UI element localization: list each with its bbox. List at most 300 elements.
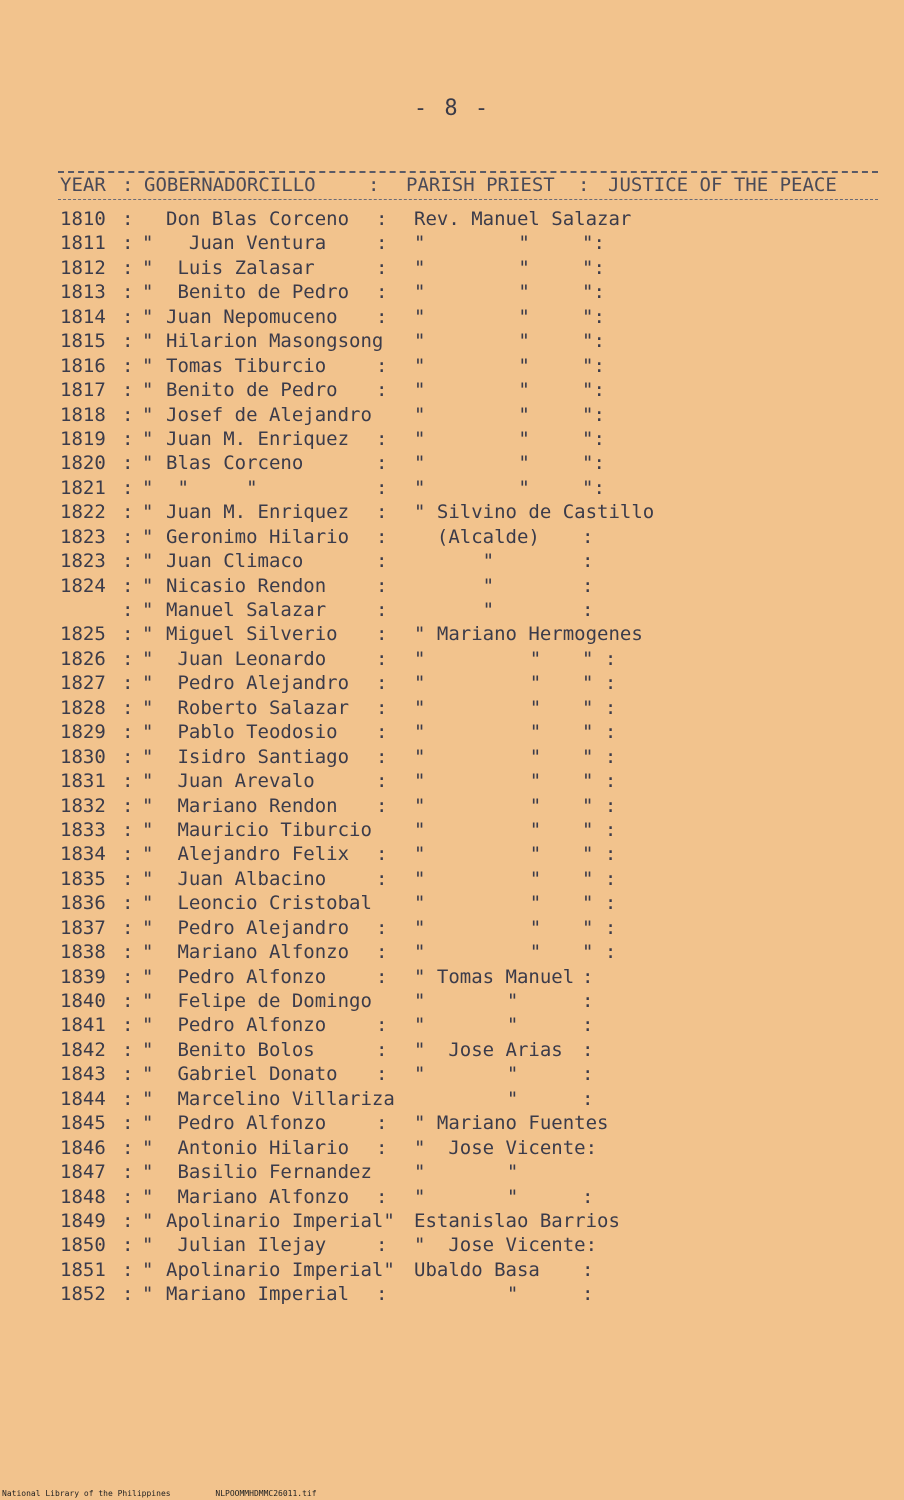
- row-year: 1822: [60, 501, 106, 524]
- row-gobernadorcillo: Juan M. Enriquez: [166, 427, 350, 450]
- table-row: [0, 599, 904, 623]
- table-row: [0, 697, 904, 721]
- row-justice-ditto: ": [484, 427, 530, 450]
- row-parish-priest: ": [414, 330, 426, 353]
- row-separator: :: [376, 599, 388, 621]
- row-year: 1845: [60, 1112, 106, 1135]
- row-separator: :: [122, 647, 134, 670]
- row-year: 1844: [60, 1087, 106, 1110]
- row-parish-priest: ": [414, 770, 426, 793]
- table-header: [58, 174, 878, 198]
- row-separator: :: [376, 721, 388, 744]
- row-tail-mark: ":: [582, 232, 605, 255]
- row-separator: :: [122, 818, 134, 841]
- row-ditto-mark: ": [142, 990, 154, 1012]
- row-separator: :: [122, 550, 134, 573]
- row-year: 1819: [60, 427, 106, 450]
- table-row: [0, 306, 904, 330]
- row-justice-ditto: ": [484, 452, 530, 475]
- row-ditto-mark: ": [142, 672, 154, 695]
- row-ditto-mark: ": [142, 476, 154, 499]
- table-row: [0, 379, 904, 403]
- row-year: 1834: [60, 843, 106, 866]
- row-separator: :: [122, 1258, 134, 1281]
- row-gobernadorcillo: Pablo Teodosio: [166, 721, 338, 744]
- row-separator: :: [122, 1209, 134, 1232]
- row-separator: :: [376, 770, 388, 793]
- row-ditto-mark: ": [142, 794, 154, 817]
- table-row: [0, 770, 904, 794]
- row-gobernadorcillo: Benito de Pedro: [166, 281, 350, 304]
- row-separator: :: [122, 672, 134, 695]
- row-ditto-mark: ": [142, 1087, 154, 1110]
- table-row: [0, 281, 904, 305]
- row-tail-mark: ":: [582, 256, 605, 279]
- row-parish-priest: ": [414, 1063, 426, 1086]
- table-row: [0, 404, 904, 428]
- row-separator: :: [376, 623, 388, 646]
- row-parish-priest: ": [414, 574, 495, 597]
- row-parish-priest: " Jose Vicente:: [414, 1234, 598, 1257]
- row-separator: :: [376, 354, 388, 377]
- row-separator: :: [122, 574, 134, 597]
- table-row: [0, 501, 904, 525]
- row-justice-ditto: ": [484, 721, 542, 744]
- row-year: 1830: [60, 745, 106, 768]
- table-row: [0, 1259, 904, 1283]
- row-separator: :: [376, 843, 388, 866]
- row-separator: :: [122, 1038, 134, 1061]
- row-separator: :: [376, 1063, 388, 1086]
- row-parish-priest: ": [414, 647, 426, 670]
- row-year: 1836: [60, 892, 106, 915]
- row-ditto-mark: ": [142, 525, 154, 548]
- row-justice-ditto: ": [484, 256, 530, 279]
- row-parish-priest: ": [414, 818, 426, 841]
- row-parish-priest: ": [414, 916, 426, 939]
- row-justice-ditto: ": [484, 1161, 519, 1184]
- row-year: 1828: [60, 696, 106, 719]
- row-gobernadorcillo: Apolinario Imperial": [166, 1258, 395, 1281]
- table-row: [0, 1186, 904, 1210]
- row-ditto-mark: ": [142, 916, 154, 939]
- row-tail-mark: ":: [582, 476, 605, 499]
- row-justice-ditto: ": [484, 354, 530, 377]
- row-justice-ditto: ": [484, 843, 542, 866]
- row-separator: :: [376, 1234, 388, 1257]
- row-justice-ditto: ": [484, 281, 530, 304]
- row-gobernadorcillo: Geronimo Hilario: [166, 525, 350, 548]
- row-tail-mark: :: [582, 1087, 594, 1110]
- row-tail-mark: " :: [582, 843, 617, 866]
- row-year: 1811: [60, 232, 106, 255]
- row-separator: :: [122, 452, 134, 475]
- table-row: [0, 623, 904, 647]
- row-parish-priest: ": [414, 990, 426, 1012]
- row-year: 1833: [60, 818, 106, 841]
- row-justice-ditto: ": [484, 305, 530, 328]
- row-justice-ditto: ": [484, 647, 542, 670]
- row-separator: :: [122, 403, 134, 426]
- row-separator: :: [122, 501, 134, 524]
- row-justice-ditto: ": [484, 892, 542, 915]
- table-row: [0, 892, 904, 916]
- row-separator: :: [122, 892, 134, 915]
- row-separator: :: [122, 1087, 134, 1110]
- row-parish-priest: ": [414, 721, 426, 744]
- row-tail-mark: " :: [582, 941, 617, 964]
- row-separator: :: [376, 427, 388, 450]
- row-separator: :: [122, 330, 134, 353]
- row-ditto-mark: ": [142, 1185, 154, 1208]
- row-separator: :: [122, 232, 134, 255]
- row-separator: :: [376, 794, 388, 817]
- row-gobernadorcillo: Juan Albacino: [166, 867, 327, 890]
- row-gobernadorcillo: Gabriel Donato: [166, 1063, 338, 1086]
- row-year: 1810: [60, 208, 106, 230]
- row-parish-priest: Rev. Manuel Salazar: [414, 208, 632, 230]
- row-tail-mark: :: [582, 1014, 594, 1037]
- row-separator: :: [376, 672, 388, 695]
- row-separator: :: [122, 623, 134, 646]
- row-gobernadorcillo: Apolinario Imperial": [166, 1209, 395, 1232]
- header-top-rule: [58, 171, 878, 173]
- row-separator: :: [376, 550, 388, 573]
- row-separator: :: [122, 476, 134, 499]
- row-separator: :: [122, 427, 134, 450]
- row-separator: :: [376, 525, 388, 548]
- row-parish-priest: ": [414, 672, 426, 695]
- table-row: [0, 428, 904, 452]
- row-gobernadorcillo: Pedro Alfonzo: [166, 1014, 327, 1037]
- row-parish-priest: ": [414, 379, 426, 402]
- row-gobernadorcillo: Basilio Fernandez: [166, 1161, 372, 1184]
- row-justice-ditto: ": [484, 476, 530, 499]
- row-separator: :: [376, 867, 388, 890]
- row-gobernadorcillo: Pedro Alejandro: [166, 916, 350, 939]
- row-ditto-mark: ": [142, 1161, 154, 1184]
- row-tail-mark: ":: [582, 330, 605, 353]
- row-year: 1832: [60, 794, 106, 817]
- row-year: 1827: [60, 672, 106, 695]
- table-row: [0, 1112, 904, 1136]
- table-row: [0, 1283, 904, 1307]
- row-year: 1816: [60, 354, 106, 377]
- table-row: [0, 672, 904, 696]
- row-year: 1847: [60, 1161, 106, 1184]
- row-separator: :: [376, 476, 388, 499]
- row-tail-mark: :: [582, 599, 594, 621]
- row-gobernadorcillo: Don Blas Corceno: [166, 208, 350, 230]
- row-ditto-mark: ": [142, 599, 154, 621]
- row-ditto-mark: ": [142, 623, 154, 646]
- scan-footer: [2, 1489, 357, 1498]
- row-justice-ditto: ": [484, 990, 519, 1012]
- row-year: 1825: [60, 623, 106, 646]
- row-separator: :: [376, 1112, 388, 1135]
- row-ditto-mark: ": [142, 647, 154, 670]
- row-separator: :: [376, 1014, 388, 1037]
- row-separator: :: [122, 745, 134, 768]
- row-year: 1841: [60, 1014, 106, 1037]
- row-separator: :: [122, 941, 134, 964]
- row-justice-ditto: ": [484, 403, 530, 426]
- row-justice-ditto: ": [484, 672, 542, 695]
- row-gobernadorcillo: Juan Climaco: [166, 550, 304, 573]
- table-row: [0, 550, 904, 574]
- row-ditto-mark: ": [142, 574, 154, 597]
- row-parish-priest: ": [414, 452, 426, 475]
- row-ditto-mark: ": [142, 330, 154, 353]
- row-tail-mark: " :: [582, 696, 617, 719]
- table-row: [0, 526, 904, 550]
- row-separator: :: [122, 256, 134, 279]
- row-tail-mark: " :: [582, 867, 617, 890]
- table-row: [0, 990, 904, 1014]
- row-separator: :: [376, 941, 388, 964]
- row-tail-mark: " :: [582, 794, 617, 817]
- row-tail-mark: ":: [582, 427, 605, 450]
- row-separator: :: [122, 990, 134, 1012]
- row-parish-priest: Ubaldo Basa: [414, 1258, 540, 1281]
- row-tail-mark: ":: [582, 281, 605, 304]
- row-parish-priest: " Mariano Fuentes: [414, 1112, 609, 1135]
- row-parish-priest: ": [414, 354, 426, 377]
- header-separator: :: [122, 174, 134, 196]
- row-justice-ditto: ": [484, 867, 542, 890]
- row-separator: :: [122, 1234, 134, 1257]
- row-parish-priest: ": [414, 305, 426, 328]
- row-ditto-mark: ": [142, 1014, 154, 1037]
- row-tail-mark: :: [582, 574, 594, 597]
- row-ditto-mark: ": [142, 452, 154, 475]
- row-ditto-mark: ": [142, 867, 154, 890]
- row-gobernadorcillo: Juan Nepomuceno: [166, 305, 338, 328]
- row-year: 1835: [60, 867, 106, 890]
- row-year: 1848: [60, 1185, 106, 1208]
- row-parish-priest: ": [414, 696, 426, 719]
- table-body: [0, 208, 904, 1308]
- row-separator: :: [376, 305, 388, 328]
- row-separator: :: [376, 281, 388, 304]
- table-row: [0, 355, 904, 379]
- table-row: [0, 1039, 904, 1063]
- row-ditto-mark: ": [142, 427, 154, 450]
- row-parish-priest: Estanislao Barrios: [414, 1209, 620, 1232]
- row-justice-ditto: ": [484, 745, 542, 768]
- row-parish-priest: ": [414, 1161, 426, 1184]
- row-tail-mark: :: [582, 1038, 594, 1061]
- header-year: YEAR: [60, 174, 106, 196]
- row-year: 1818: [60, 403, 106, 426]
- row-gobernadorcillo: Hilarion Masongsong: [166, 330, 384, 353]
- table-row: [0, 1161, 904, 1185]
- row-separator: :: [376, 452, 388, 475]
- row-year: 1846: [60, 1136, 106, 1159]
- row-gobernadorcillo: Blas Corceno: [166, 452, 304, 475]
- row-gobernadorcillo: Felipe de Domingo: [166, 990, 372, 1012]
- row-year: 1850: [60, 1234, 106, 1257]
- row-tail-mark: ":: [582, 305, 605, 328]
- row-parish-priest: ": [414, 427, 426, 450]
- row-gobernadorcillo: Mariano Alfonzo: [166, 941, 350, 964]
- row-year: 1831: [60, 770, 106, 793]
- row-tail-mark: :: [582, 990, 594, 1012]
- row-justice-ditto: ": [484, 916, 542, 939]
- row-separator: :: [122, 916, 134, 939]
- row-tail-mark: " :: [582, 770, 617, 793]
- row-ditto-mark: ": [142, 843, 154, 866]
- row-parish-priest: ": [414, 599, 495, 621]
- row-tail-mark: :: [582, 1283, 594, 1306]
- row-ditto-mark: ": [142, 501, 154, 524]
- row-ditto-mark: ": [142, 403, 154, 426]
- table-row: [0, 575, 904, 599]
- row-separator: :: [376, 916, 388, 939]
- table-row: [0, 917, 904, 941]
- row-separator: :: [122, 965, 134, 988]
- row-ditto-mark: ": [142, 892, 154, 915]
- row-year: 1851: [60, 1258, 106, 1281]
- row-tail-mark: :: [582, 1063, 594, 1086]
- table-row: [0, 843, 904, 867]
- row-ditto-mark: ": [142, 281, 154, 304]
- row-separator: :: [376, 379, 388, 402]
- row-separator: :: [122, 1136, 134, 1159]
- row-ditto-mark: ": [142, 1283, 154, 1306]
- row-justice-ditto: ": [484, 1283, 519, 1306]
- row-justice-ditto: ": [484, 1063, 519, 1086]
- table-row: [0, 1063, 904, 1087]
- footer-library: National Library of the Philippines: [2, 1489, 171, 1498]
- footer-filename: NLPOOMMHDMMC26011.tif: [215, 1489, 317, 1498]
- header-separator: :: [368, 174, 380, 196]
- row-gobernadorcillo: Juan Leonardo: [166, 647, 327, 670]
- row-year: 1815: [60, 330, 106, 353]
- row-justice-ditto: ": [484, 379, 530, 402]
- row-gobernadorcillo: Juan Ventura: [166, 232, 327, 255]
- row-parish-priest: ": [414, 941, 426, 964]
- row-separator: :: [376, 745, 388, 768]
- row-gobernadorcillo: Benito Bolos: [166, 1038, 315, 1061]
- row-tail-mark: :: [582, 550, 594, 573]
- table-row: [0, 819, 904, 843]
- table-row: [0, 257, 904, 281]
- table-row: [0, 966, 904, 990]
- row-year: 1838: [60, 941, 106, 964]
- row-parish-priest: ": [414, 794, 426, 817]
- table-row: [0, 1014, 904, 1038]
- row-parish-priest: (Alcalde): [414, 525, 540, 548]
- table-row: [0, 868, 904, 892]
- row-gobernadorcillo: Julian Ilejay: [166, 1234, 327, 1257]
- row-gobernadorcillo: Josef de Alejandro: [166, 403, 372, 426]
- row-separator: :: [122, 305, 134, 328]
- row-year: 1829: [60, 721, 106, 744]
- row-gobernadorcillo: Marcelino Villariza: [166, 1087, 395, 1110]
- row-year: 1813: [60, 281, 106, 304]
- row-justice-ditto: ": [484, 696, 542, 719]
- table-row: [0, 721, 904, 745]
- row-gobernadorcillo: Alejandro Felix: [166, 843, 350, 866]
- row-separator: :: [122, 770, 134, 793]
- row-year: 1849: [60, 1209, 106, 1232]
- row-tail-mark: " :: [582, 745, 617, 768]
- row-separator: :: [122, 281, 134, 304]
- row-year: 1817: [60, 379, 106, 402]
- row-ditto-mark: ": [142, 1258, 154, 1281]
- table-row: [0, 795, 904, 819]
- row-tail-mark: ":: [582, 354, 605, 377]
- table-row: [0, 1137, 904, 1161]
- table-row: [0, 648, 904, 672]
- row-ditto-mark: ": [142, 1038, 154, 1061]
- row-gobernadorcillo: Isidro Santiago: [166, 745, 350, 768]
- row-separator: :: [122, 1014, 134, 1037]
- header-separator: :: [578, 174, 590, 196]
- row-gobernadorcillo: Tomas Tiburcio: [166, 354, 327, 377]
- row-ditto-mark: ": [142, 721, 154, 744]
- row-tail-mark: :: [582, 1185, 594, 1208]
- row-gobernadorcillo: Leoncio Cristobal: [166, 892, 372, 915]
- row-gobernadorcillo: Mariano Alfonzo: [166, 1185, 350, 1208]
- row-separator: :: [122, 525, 134, 548]
- row-tail-mark: ":: [582, 403, 605, 426]
- row-parish-priest: " Mariano Hermogenes: [414, 623, 643, 646]
- row-gobernadorcillo: Miguel Silverio: [166, 623, 338, 646]
- row-year: 1826: [60, 647, 106, 670]
- row-year: 1814: [60, 305, 106, 328]
- row-separator: :: [376, 965, 388, 988]
- row-gobernadorcillo: Antonio Hilario: [166, 1136, 350, 1159]
- row-year: 1820: [60, 452, 106, 475]
- row-tail-mark: " :: [582, 672, 617, 695]
- row-separator: :: [122, 379, 134, 402]
- row-ditto-mark: ": [142, 696, 154, 719]
- row-ditto-mark: ": [142, 1234, 154, 1257]
- row-justice-ditto: ": [484, 330, 530, 353]
- row-gobernadorcillo: Luis Zalasar: [166, 256, 315, 279]
- row-parish-priest: ": [414, 745, 426, 768]
- row-gobernadorcillo: Nicasio Rendon: [166, 574, 327, 597]
- row-year: 1843: [60, 1063, 106, 1086]
- table-row: [0, 477, 904, 501]
- row-gobernadorcillo: Juan M. Enriquez: [166, 501, 350, 524]
- header-gobernadorcillo: GOBERNADORCILLO: [144, 174, 316, 196]
- row-parish-priest: " Tomas Manuel: [414, 965, 575, 988]
- row-separator: :: [376, 232, 388, 255]
- row-separator: :: [122, 1112, 134, 1135]
- table-row: [0, 232, 904, 256]
- row-gobernadorcillo: Mariano Imperial: [166, 1283, 350, 1306]
- row-separator: :: [376, 208, 388, 230]
- header-justice-of-peace: JUSTICE OF THE PEACE: [608, 174, 837, 196]
- row-year: 1840: [60, 990, 106, 1012]
- row-separator: :: [376, 647, 388, 670]
- row-separator: :: [122, 843, 134, 866]
- row-parish-priest: " Jose Vicente:: [414, 1136, 598, 1159]
- row-year: 1821: [60, 476, 106, 499]
- row-ditto-mark: ": [142, 354, 154, 377]
- row-ditto-mark: ": [142, 745, 154, 768]
- row-separator: :: [122, 696, 134, 719]
- row-ditto-mark: ": [142, 941, 154, 964]
- row-separator: :: [122, 794, 134, 817]
- row-parish-priest: ": [414, 232, 426, 255]
- row-parish-priest: ": [414, 843, 426, 866]
- row-ditto-mark: ": [142, 1209, 154, 1232]
- row-gobernadorcillo: Benito de Pedro: [166, 379, 338, 402]
